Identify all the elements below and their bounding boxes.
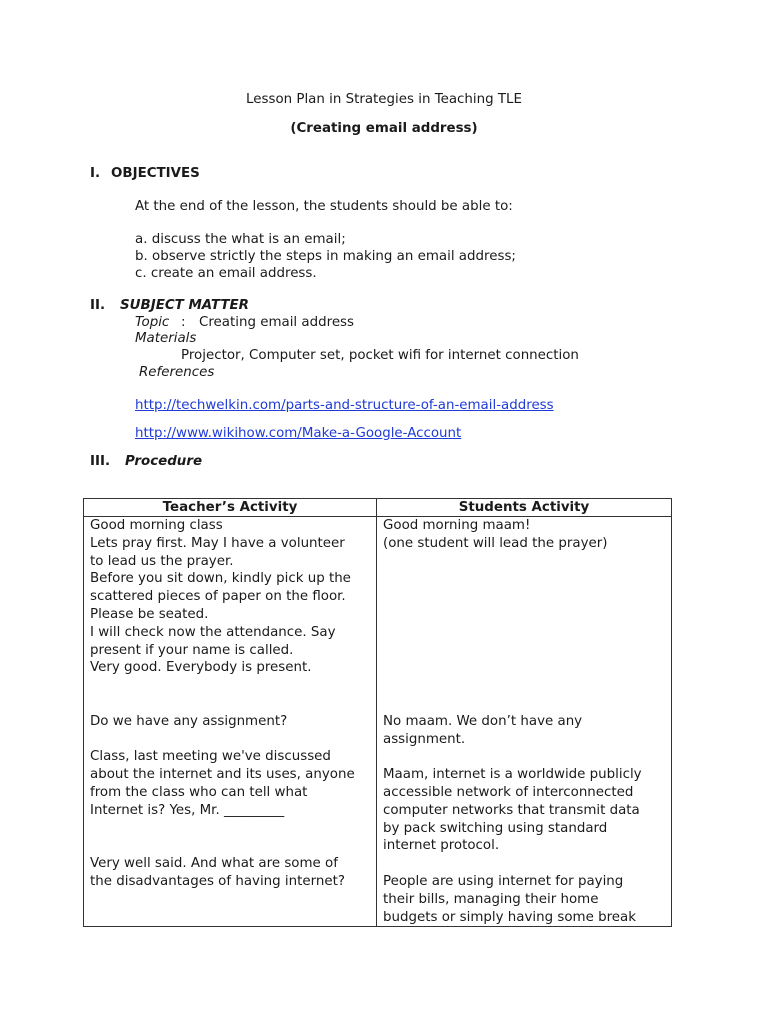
- teacher-line: the disadvantages of having internet?: [90, 873, 345, 889]
- student-line: assignment.: [383, 731, 466, 747]
- materials-value: Projector, Computer set, pocket wifi for internet connection: [181, 348, 579, 363]
- teacher-line: Good morning class: [90, 518, 223, 533]
- teacher-line: Do we have any assignment?: [90, 713, 288, 729]
- objective-item-c: c. create an email address.: [135, 266, 317, 281]
- references-label: References: [139, 365, 215, 380]
- objectives-heading: OBJECTIVES: [111, 166, 200, 181]
- student-line: budgets or simply having some break: [383, 909, 637, 925]
- procedure-table: [83, 498, 672, 927]
- teacher-activity-header: Teacher’s Activity: [84, 499, 377, 517]
- student-line: Maam, internet is a worldwide publicly: [383, 767, 642, 783]
- teacher-line: Please be seated.: [90, 606, 209, 622]
- document-subtitle: (Creating email address): [290, 121, 478, 136]
- materials-label: Materials: [135, 331, 197, 346]
- teacher-activity-cell: [84, 517, 377, 927]
- document-title: Lesson Plan in Strategies in Teaching TLE: [246, 92, 522, 107]
- students-activity-header: Students Activity: [377, 499, 672, 517]
- objectives-number: I.: [90, 166, 101, 181]
- teacher-line: about the internet and its uses, anyone: [90, 767, 355, 783]
- objectives-intro: At the end of the lesson, the students should be able to:: [135, 199, 513, 214]
- teacher-line: from the class who can tell what: [90, 784, 308, 800]
- topic-label: Topic: [135, 315, 170, 330]
- teacher-line: to lead us the prayer.: [90, 553, 234, 569]
- teacher-line: I will check now the attendance. Say: [90, 624, 336, 640]
- procedure-number: III.: [90, 454, 111, 469]
- student-line: by pack switching using standard: [383, 820, 608, 836]
- teacher-line: scattered pieces of paper on the floor.: [90, 589, 346, 605]
- objective-item-a: a. discuss the what is an email;: [135, 232, 346, 247]
- topic-separator: :: [181, 315, 186, 330]
- student-line: Good morning maam!: [383, 518, 531, 533]
- student-line: People are using internet for paying: [383, 873, 624, 889]
- subject-matter-heading: SUBJECT MATTER: [120, 298, 249, 313]
- students-activity-cell: [377, 517, 672, 927]
- procedure-heading: Procedure: [125, 454, 203, 469]
- reference-link-techwelkin[interactable]: http://techwelkin.com/parts-and-structure-of-an-email-address: [135, 398, 554, 413]
- topic-value: Creating email address: [199, 315, 355, 330]
- reference-link-wikihow[interactable]: http://www.wikihow.com/Make-a-Google-Account: [135, 426, 462, 441]
- teacher-line: Before you sit down, kindly pick up the: [90, 571, 351, 587]
- teacher-line: Very well said. And what are some of: [90, 856, 338, 872]
- teacher-line: Lets pray first. May I have a volunteer: [90, 535, 345, 551]
- teacher-line: Class, last meeting we've discussed: [90, 749, 331, 765]
- objective-item-b: b. observe strictly the steps in making an email address;: [135, 249, 516, 264]
- teacher-line: Internet is? Yes, Mr. _________: [90, 802, 285, 818]
- teacher-line: Very good. Everybody is present.: [90, 660, 312, 676]
- student-line: No maam. We don’t have any: [383, 713, 583, 729]
- teacher-line: present if your name is called.: [90, 642, 294, 658]
- subject-matter-number: II.: [90, 298, 106, 313]
- student-line: their bills, managing their home: [383, 891, 599, 907]
- student-line: (one student will lead the prayer): [383, 535, 608, 551]
- student-line: internet protocol.: [383, 838, 500, 854]
- student-line: computer networks that transmit data: [383, 802, 640, 818]
- student-line: accessible network of interconnected: [383, 784, 634, 800]
